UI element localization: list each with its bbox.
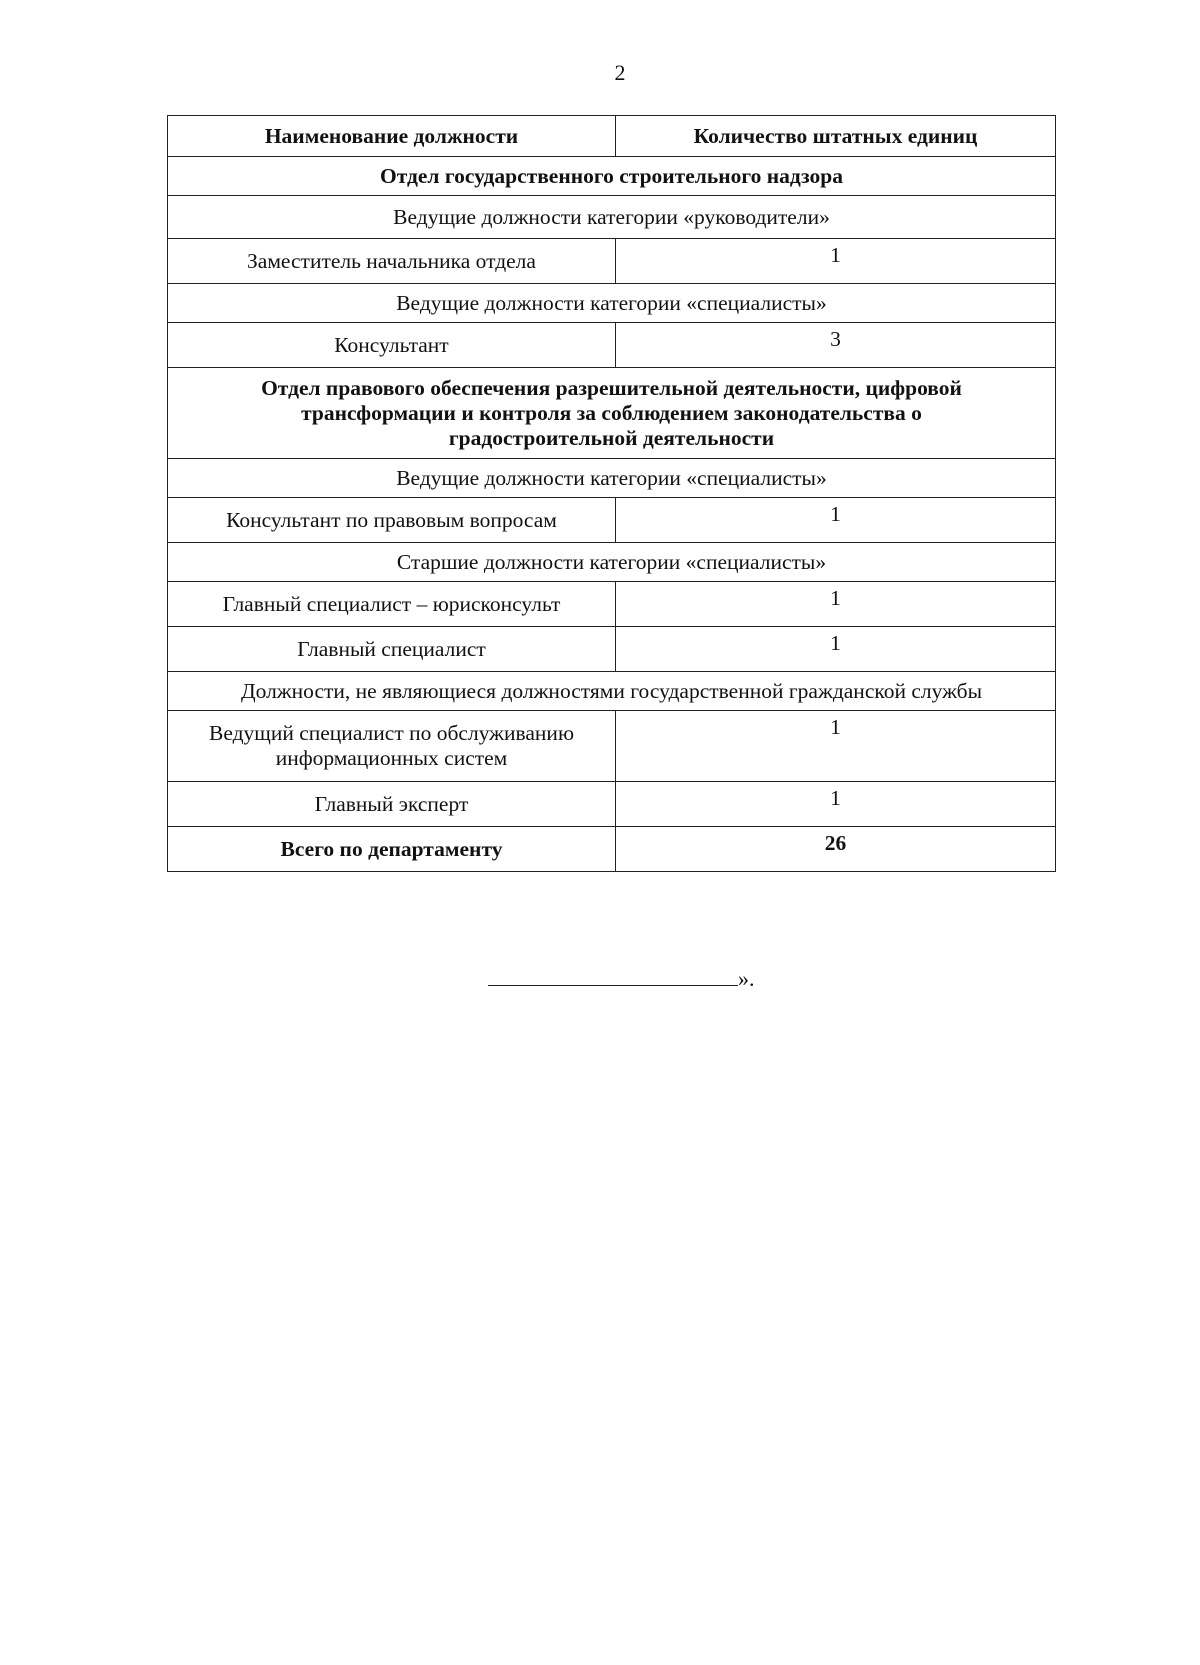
department-title: Отдел государственного строительного надзора xyxy=(168,157,1056,196)
position-name-line: Ведущий специалист по обслуживанию xyxy=(208,721,575,745)
table-header-row xyxy=(168,116,1056,157)
total-row xyxy=(168,827,1056,872)
category-title: Должности, не являющиеся должностями государственной гражданской службы xyxy=(168,672,1056,711)
staff-count: 1 xyxy=(616,498,1056,543)
position-name: Главный специалист xyxy=(168,627,616,672)
department-title xyxy=(168,368,1056,459)
position-name: Заместитель начальника отдела xyxy=(168,239,616,284)
department-row xyxy=(168,157,1056,196)
department-title-line: трансформации и контроля за соблюдением законодательства о xyxy=(301,400,922,425)
department-row xyxy=(168,368,1056,459)
category-row xyxy=(168,543,1056,582)
staff-count: 1 xyxy=(616,239,1056,284)
table-row xyxy=(168,582,1056,627)
position-name-line: информационных систем xyxy=(275,746,508,770)
department-title-line: градостроительной деятельности xyxy=(448,425,775,450)
signature-underline xyxy=(488,963,738,986)
staffing-table xyxy=(167,115,1056,872)
staff-count: 3 xyxy=(616,323,1056,368)
position-name: Консультант по правовым вопросам xyxy=(168,498,616,543)
category-row xyxy=(168,284,1056,323)
position-name: Главный эксперт xyxy=(168,782,616,827)
total-count: 26 xyxy=(616,827,1056,872)
closing-mark xyxy=(488,963,768,992)
table-row xyxy=(168,498,1056,543)
table-row xyxy=(168,323,1056,368)
category-title: Старшие должности категории «специалисты» xyxy=(168,543,1056,582)
category-row xyxy=(168,459,1056,498)
header-staff-count: Количество штатных единиц xyxy=(616,116,1056,157)
category-row xyxy=(168,196,1056,239)
category-title: Ведущие должности категории «специалисты» xyxy=(168,459,1056,498)
category-row xyxy=(168,672,1056,711)
staff-count: 1 xyxy=(616,782,1056,827)
total-label: Всего по департаменту xyxy=(168,827,616,872)
category-title: Ведущие должности категории «руководители» xyxy=(168,196,1056,239)
table-row xyxy=(168,627,1056,672)
staff-count: 1 xyxy=(616,582,1056,627)
position-name xyxy=(168,711,616,782)
table-row xyxy=(168,782,1056,827)
staff-count: 1 xyxy=(616,627,1056,672)
position-name: Главный специалист – юрисконсульт xyxy=(168,582,616,627)
table-row xyxy=(168,711,1056,782)
position-name: Консультант xyxy=(168,323,616,368)
closing-quote: ». xyxy=(738,966,755,991)
staff-count: 1 xyxy=(616,711,1056,782)
category-title: Ведущие должности категории «специалисты» xyxy=(168,284,1056,323)
header-position-name: Наименование должности xyxy=(168,116,616,157)
department-title-line: Отдел правового обеспечения разрешительной деятельности, цифровой xyxy=(261,375,962,400)
table-row xyxy=(168,239,1056,284)
page-number: 2 xyxy=(614,60,626,85)
